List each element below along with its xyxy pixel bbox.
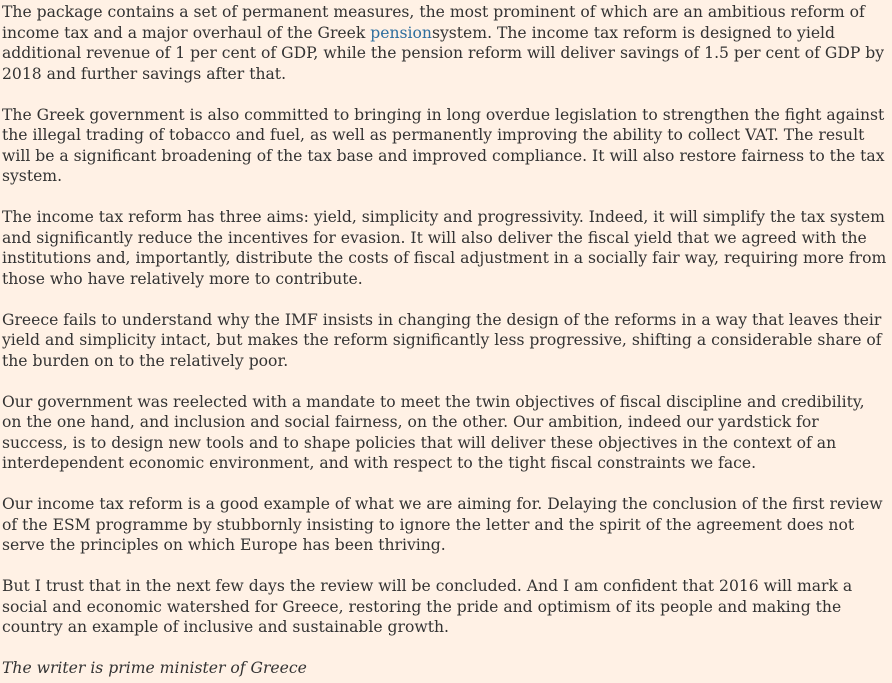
paragraph-7: But I trust that in the next few days the review will be concluded. And I am confident that 2016 will mark a social and economic watershed for Greece, restoring the pride and optimism of its people and making the country an example of inclusive and sustainable growth. — [2, 577, 853, 636]
paragraph-1-text-before: The package contains a set of permanent measures, the most prominent of which are an ambitious reform of income tax and a major overhaul of the Greek — [2, 3, 865, 42]
paragraph-2: The Greek government is also committed to bringing in long overdue legislation to strengthen the fight against the illegal trading of tobacco and fuel, as well as permanently improving the ability to collect VAT. The result will be a significant broadening of the tax base and improved compliance. It will also restore fairness to the tax system. — [2, 105, 885, 185]
paragraph-3: The income tax reform has three aims: yield, simplicity and progressivity. Indeed, it will simplify the tax system and significantly reduce the incentives for evasion. It will also deliver the fiscal yield that we agreed with the institutions and, importantly, distribute the costs of fiscal adjustment in a socially fair way, requiring more from those who have relatively more to contribute. — [2, 208, 887, 288]
author-signoff: The writer is prime minister of Greece — [2, 659, 307, 677]
paragraph-1-text-after: system. The income tax reform is designed to yield additional revenue of 1 per cent of GDP, while the pension reform will deliver savings of 1.5 per cent of GDP by 2018 and further savings after that. — [2, 23, 885, 83]
paragraph-6: Our income tax reform is a good example of what we are aiming for. Delaying the conclusion of the first review of the ESM programme by stubbornly insisting to ignore the letter and the spirit of the agreement does not serve the principles on which Europe has been thriving. — [2, 495, 883, 554]
paragraph-4: Greece fails to understand why the IMF insists in changing the design of the reforms in a way that leaves their yield and simplicity intact, but makes the reform significantly less progressive, shifting a considerable share of the burden on to the relatively poor. — [2, 310, 882, 370]
article-body — [2, 2, 888, 679]
pension-link[interactable]: pension — [370, 23, 432, 42]
paragraph-1 — [2, 2, 888, 84]
paragraph-5: Our government was reelected with a mandate to meet the twin objectives of fiscal discipline and credibility, on the one hand, and inclusion and social fairness, on the other. Our ambition, indeed our yardstick for success, is to design new tools and to shape policies that will deliver these objectives in the context of an interdependent economic environment, and with respect to the tight fiscal constraints we face. — [2, 392, 865, 472]
